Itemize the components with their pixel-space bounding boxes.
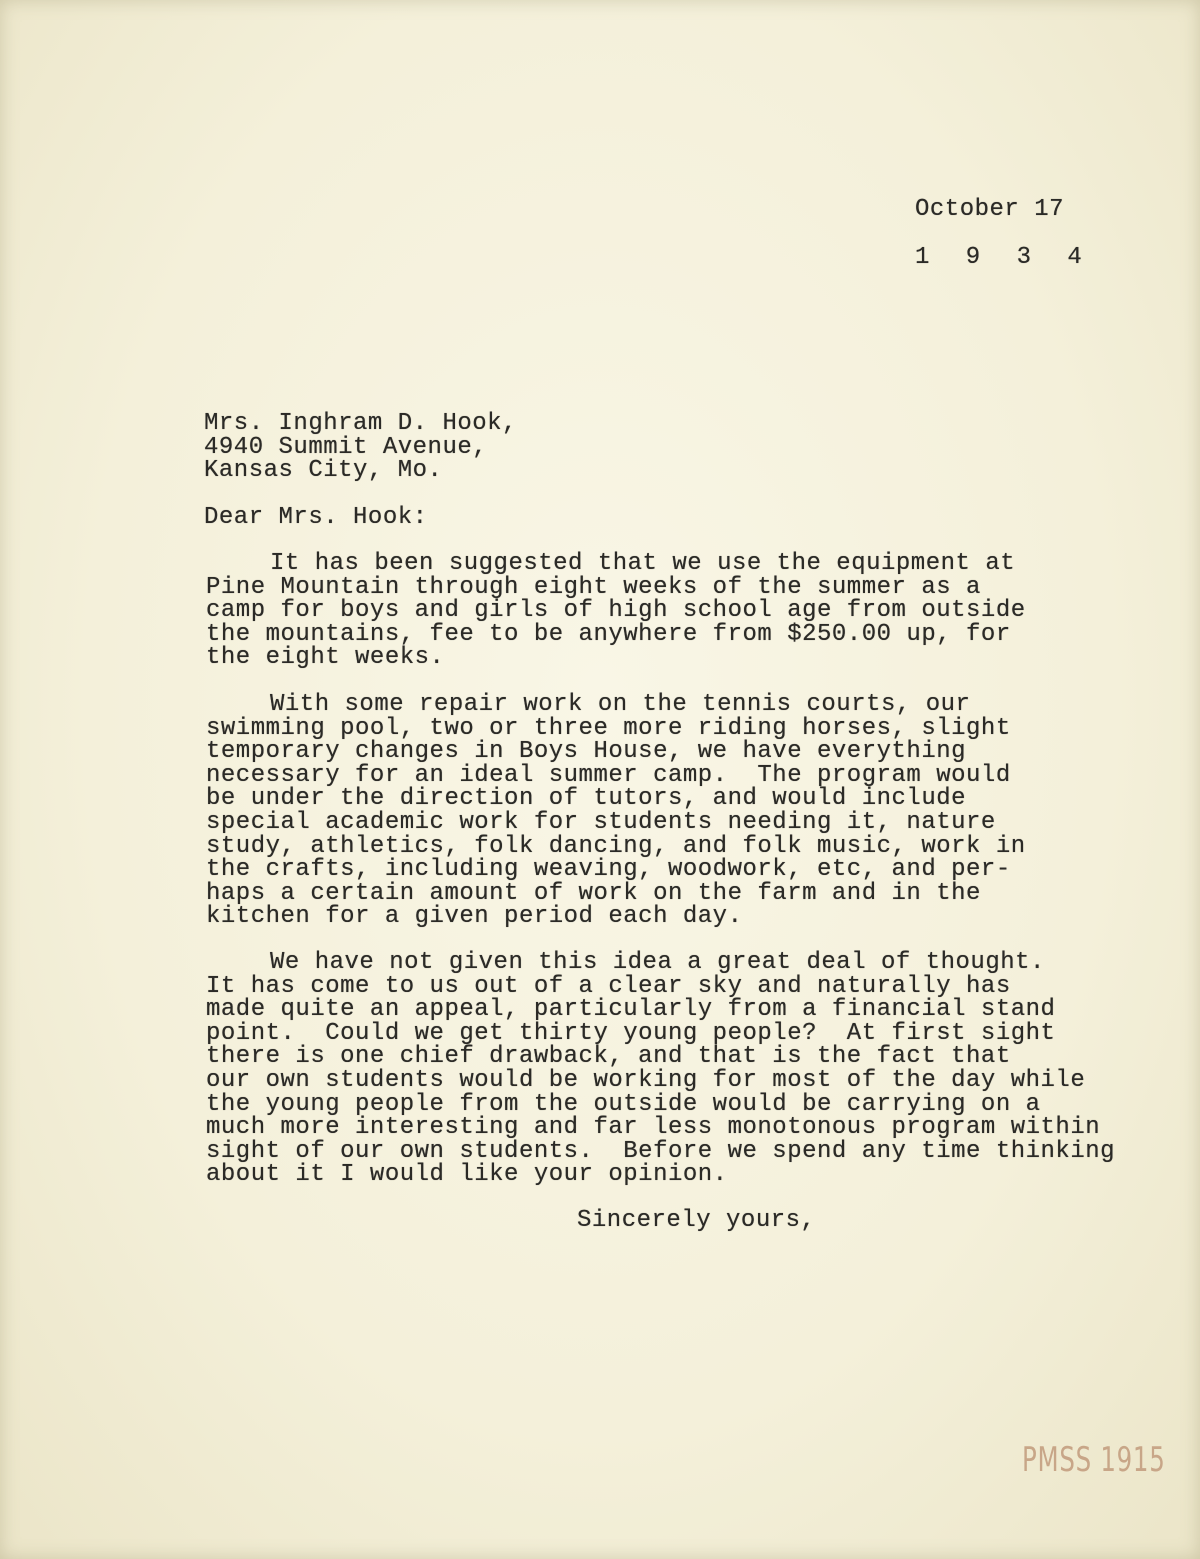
paragraph-line: about it I would like your opinion. (206, 1161, 728, 1189)
paragraph-line: It has come to us out of a clear sky and naturally has (206, 972, 1011, 1000)
paragraph-line: there is one chief drawback, and that is the fact that (206, 1043, 1011, 1071)
paragraph-line: made quite an appeal, particularly from a financial stand (206, 996, 1056, 1024)
letter-date: October 17 (915, 196, 1065, 223)
paragraph-line: the mountains, fee to be anywhere from $250.00 up, for (206, 620, 1011, 648)
paragraph-line: sight of our own students. Before we spend any time thinking (206, 1137, 1116, 1165)
paragraph-line: special academic work for students needing it, nature (206, 808, 996, 836)
paragraph-line: much more interesting and far less monotonous program within (206, 1114, 1101, 1142)
paragraph-line: haps a certain amount of work on the farm and in the (206, 879, 981, 907)
archive-stamp: PMSS 1915 (1022, 1440, 1166, 1480)
letter-year: 1 9 3 4 (915, 244, 1093, 271)
address-line: 4940 Summit Avenue, (204, 433, 488, 461)
paragraph-3 (206, 951, 1115, 1187)
paragraph-line: study, athletics, folk dancing, and folk music, work in (206, 832, 1026, 860)
paragraph-line: point. Could we get thirty young people? At first sight (206, 1019, 1056, 1047)
paragraph-line: swimming pool, two or three more riding horses, slight (206, 714, 1011, 742)
paragraph-1 (206, 552, 1026, 670)
paragraph-line: be under the direction of tutors, and would include (206, 785, 967, 813)
paragraph-line: temporary changes in Boys House, we have everything (206, 738, 967, 766)
paragraph-line: kitchen for a given period each day. (206, 903, 743, 931)
salutation: Dear Mrs. Hook: (204, 504, 428, 531)
paragraph-line: camp for boys and girls of high school age from outside (206, 597, 1026, 625)
recipient-address (204, 412, 517, 483)
paragraph-line: the crafts, including weaving, woodwork, etc, and per- (206, 856, 1011, 884)
paragraph-line: With some repair work on the tennis courts, our (270, 691, 971, 718)
paragraph-line: our own students would be working for most of the day while (206, 1066, 1086, 1094)
paragraph-line: We have not given this idea a great deal of thought. (270, 949, 1045, 976)
paragraph-line: It has been suggested that we use the equipment at (270, 550, 1016, 577)
paragraph-line: the eight weeks. (206, 644, 445, 672)
paragraph-line: Pine Mountain through eight weeks of the summer as a (206, 573, 981, 601)
paragraph-2 (206, 693, 1026, 929)
address-line: Mrs. Inghram D. Hook, (204, 410, 517, 437)
paragraph-line: necessary for an ideal summer camp. The program would (206, 761, 1011, 789)
paragraph-line: the young people from the outside would be carrying on a (206, 1090, 1041, 1118)
closing: Sincerely yours, (577, 1207, 816, 1234)
address-line: Kansas City, Mo. (204, 457, 443, 485)
